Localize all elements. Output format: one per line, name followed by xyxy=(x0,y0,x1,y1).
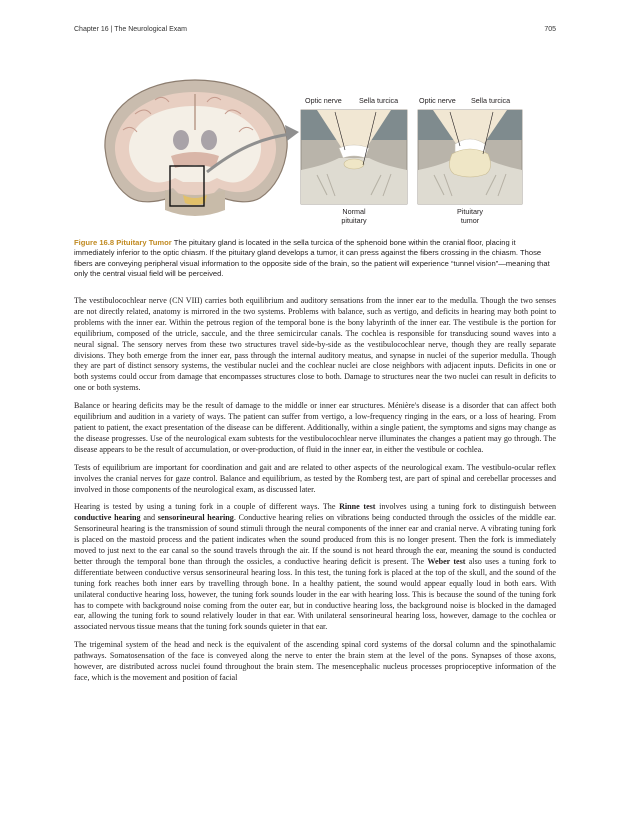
brain-coronal-section xyxy=(105,80,287,216)
paragraph-hearing-tests xyxy=(74,502,556,633)
chapter-title: Chapter 16 | The Neurological Exam xyxy=(74,26,187,33)
normal-pituitary-panel xyxy=(301,110,407,204)
paragraph-trigeminal-system: The trigeminal system of the head and neck is the equivalent of the ascending spinal cord systems of the dorsal column and the spinothalamic pathways. Somatosensation of the face is conveyed along the nerve to enter the brain stem at the level of the pons. Synapses of those axons, however, are distributed across nuclei found throughout the brain stem. The mesencephalic nucleus processes proprioceptive information of the face, which is the movement and position of facial xyxy=(74,640,556,682)
hearing-text-e: also uses a tuning fork to differentiate between conductive versus sensorineural hearing loss. In this test, the tuning fork is placed at the top of the skull, and the sound of the tuning fork reaches both inner ears by travelling through bone. In a healthy patient, the sound would appear equally loud in both ears. With unilateral conductive hearing loss, however, the tuning fork sounds louder in the ear with hearing loss. This is because the sound of the tuning fork has to compete with background noise coming from the outer ear, but in conductive hearing loss, the background noise is blocked in the damaged ear, allowing the tuning fork to sound relatively louder in that ear. With unilateral sensorineural hearing loss, however, damage to the cochlea or associated nervous tissue means that the tuning fork sounds quieter in that ear. xyxy=(74,556,556,632)
figure-illustration xyxy=(95,70,535,235)
hearing-text-d: . Conductive hearing relies on vibrations being conducted through the ossicles of the middle ear. Sensorineural hearing is the transmission of sound stimuli through the neural components of the inner ear and cranial nerve. A vibrating tuning fork is placed on the mastoid process and the patient indicates when the sound produced from this is no longer present. Then the fork is immediately moved to just next to the ear canal so the sound travels through the air. If the sound is not heard through the ear, meaning the sound is conducted better through the temporal bone than through the ossicles, a conductive hearing deficit is present. The xyxy=(74,513,556,566)
pituitary-tumor-panel xyxy=(418,110,522,204)
body-text xyxy=(74,296,556,691)
label-sella-turcica-normal: Sella turcica xyxy=(359,96,399,105)
label-tumor-line1: Pituitary xyxy=(457,207,483,216)
hearing-text-b: involves using a tuning fork to distinguish between xyxy=(375,502,556,512)
term-rinne-test: Rinne test xyxy=(339,502,376,512)
paragraph-vestibulocochlear: The vestibulocochlear nerve (CN VIII) carries both equilibrium and auditory sensations from the inner ear to the medulla. Though the two senses are not directly related, anatomy is mirrored in the two systems. Problems with balance, such as vertigo, and deficits in hearing may both point to problems with the inner ear. Within the petrous region of the temporal bone is the bony labyrinth of the inner ear. The vestibule is the portion for equilibrium, composed of the utricle, saccule, and the three semicircular canals. The cochlea is responsible for transducing sound waves into a neural signal. The sensory nerves from these two structures travel side-by-side as the vestibulocochlear nerve, though they are really separate divisions. They both emerge from the inner ear, pass through the internal auditory meatus, and synapse in nuclei of the superior medulla. Though they are part of distinct sensory systems, the vestibular nuclei and the cochlear nuclei are close neighbors with adjacent inputs. Deficits in one or both systems could occur from damage that encompasses structures close to both. Damage to structures near the two nuclei can result in deficits to one or both systems. xyxy=(74,296,556,393)
term-conductive-hearing: conductive hearing xyxy=(74,513,141,523)
figure-caption-label: Figure 16.8 Pituitary Tumor xyxy=(74,238,172,247)
arrow-head xyxy=(285,125,299,141)
label-optic-nerve-normal: Optic nerve xyxy=(305,96,342,105)
pituitary-tumor-figure xyxy=(95,70,535,235)
hearing-text-c: and xyxy=(140,513,158,523)
label-normal-line2: pituitary xyxy=(341,216,367,225)
figure-caption xyxy=(74,238,556,280)
paragraph-equilibrium-tests: Tests of equilibrium are important for coordination and gait and are related to other aspects of the neurological exam. The vestibulo-ocular reflex involves the cranial nerves for gaze control. Balance and equilibrium, as tested by the Romberg test, are part of spinal and cerebellar processes and involved in those components of the neurological exam, as discussed later. xyxy=(74,462,556,494)
label-tumor-line2: tumor xyxy=(460,216,480,225)
hearing-text-a: Hearing is tested by using a tuning fork in a couple of different ways. The xyxy=(74,502,340,512)
page-number: 705 xyxy=(544,26,556,33)
label-normal-line1: Normal xyxy=(342,207,366,216)
paragraph-balance-deficits: Balance or hearing deficits may be the result of damage to the middle or inner ear structures. Ménière's disease is a disorder that can affect both equilibrium and audition in a variety of ways. The patient can suffer from vertigo, a low-frequency ringing in the ears, or a loss of hearing. From patient to patient, the exact presentation of the disease can be different. Additionally, within a single patient, the symptoms and signs may change as the disease progresses. Use of the neurological exam subtests for the vestibulocochlear nerve illuminates the changes a patient may go through. The disease appears to be the result of accumulation, or over-production, of fluid in the inner ear, in either the vestibule or cochlea. xyxy=(74,401,556,454)
term-weber-test: Weber test xyxy=(427,556,466,566)
figure-caption-text: The pituitary gland is located in the sella turcica of the sphenoid bone within the cranial floor, placing it immediately inferior to the optic chiasm. If the pituitary gland develops a tumor, it can press against the fibers crossing in the chiasm. Those fibers are conveying peripheral visual information to the opposite side of the brain, so the patient will experience “tunnel vision”—meaning that only the central visual field will be perceived. xyxy=(74,238,550,279)
label-sella-turcica-tumor: Sella turcica xyxy=(471,96,511,105)
label-optic-nerve-tumor: Optic nerve xyxy=(419,96,456,105)
term-sensorineural-hearing: sensorineural hearing xyxy=(157,513,234,523)
